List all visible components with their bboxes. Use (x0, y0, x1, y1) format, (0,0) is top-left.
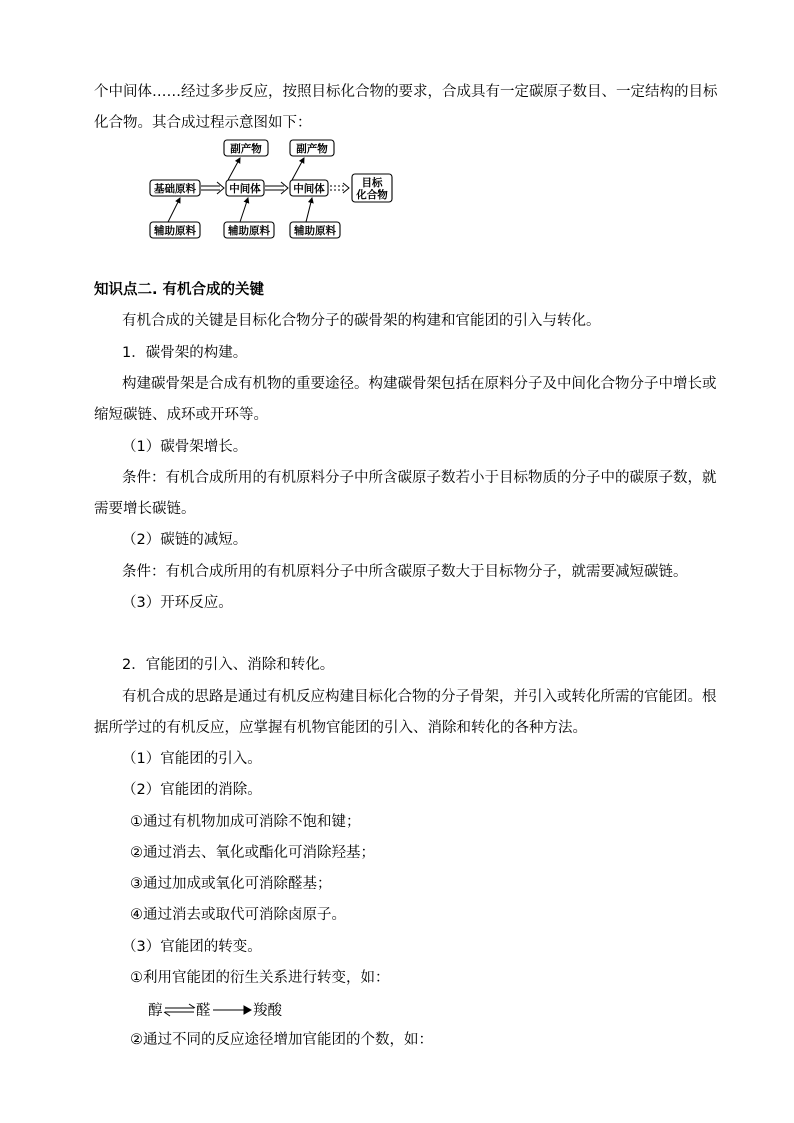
equation-aldehyde: 醛 (196, 1003, 211, 1019)
functional-elimination: （2）官能团的消除。 (122, 782, 262, 798)
byproduct-arrow-icon (228, 158, 304, 180)
subsection-3: （3）开环反应。 (122, 595, 233, 611)
conversion-item-1: ①利用官能团的衍生关系进行转变，如： (130, 970, 390, 986)
carbon-skeleton-title: 1．碳骨架的构建。 (122, 345, 248, 361)
intermediate-box-1 (226, 180, 264, 196)
target-label-line-2: 化合物 (356, 189, 388, 201)
dotted-arrow-icon (330, 183, 349, 193)
elimination-item-4: ④通过消去或取代可消除卤原子。 (130, 907, 346, 923)
condition-1-line-1: 条件：有机合成所用的有机原料分子中所含碳原子数若小于目标物质的分子中的碳原子数，就 (122, 470, 717, 486)
functional-group-text-1: 有机合成的思路是通过有机反应构建目标化合物的分子骨架，并引入或转化所需的官能团。根 (122, 689, 717, 705)
carbon-skeleton-text-1: 构建碳骨架是合成有机物的重要途径。构建碳骨架包括在原料分子及中间化合物分子中增长或 (122, 376, 717, 392)
byproduct-label-1: 副产物 (230, 143, 262, 155)
functional-group-title: 2．官能团的引入、消除和转化。 (122, 657, 335, 673)
auxiliary-arrow-icon (168, 198, 312, 222)
intermediate-label-1: 中间体 (229, 183, 261, 195)
reversible-arrow-icon (164, 1004, 195, 1016)
section-heading: 知识点二. 有机合成的关键 (94, 282, 265, 298)
target-compound-box (352, 174, 392, 202)
auxiliary-box-2 (224, 222, 274, 238)
elimination-item-2: ②通过消去、氧化或酯化可消除羟基； (130, 845, 375, 861)
base-material-label: 基础原料 (154, 183, 196, 195)
intermediate-box-2 (290, 180, 328, 196)
intro-line-2: 化合物。其合成过程示意图如下： (94, 115, 312, 131)
functional-introduction: （1）官能团的引入。 (122, 751, 262, 767)
intro-line-1: 个中间体……经过多步反应，按照目标化合物的要求，合成具有一定碳原子数目、一定结构的目标 (94, 84, 718, 100)
section-intro: 有机合成的关键是目标化合物分子的碳骨架的构建和官能团的引入与转化。 (122, 313, 601, 329)
carbon-skeleton-text-2: 缩短碳链、成环或开环等。 (94, 407, 268, 423)
conversion-item-2: ②通过不同的反应途径增加官能团的个数，如： (130, 1032, 433, 1048)
condition-1-line-2: 需要增长碳链。 (94, 501, 196, 517)
functional-group-text-2: 据所学过的有机反应，应掌握有机物官能团的引入、消除和转化的各种方法。 (94, 720, 587, 736)
target-label-line-1: 目标 (361, 177, 383, 189)
synthesis-diagram (140, 138, 410, 244)
functional-conversion: （3）官能团的转变。 (122, 939, 262, 955)
auxiliary-box-3 (290, 222, 340, 238)
auxiliary-label-3: 辅助原料 (294, 225, 336, 237)
elimination-item-3: ③通过加成或氧化可消除醛基； (130, 876, 332, 892)
byproduct-box-2 (290, 140, 334, 156)
subsection-1: （1）碳骨架增长。 (122, 439, 248, 455)
base-material-box (150, 180, 200, 196)
condition-2: 条件：有机合成所用的有机原料分子中所含碳原子数大于目标物分子，就需要减短碳链。 (122, 564, 688, 580)
auxiliary-label-1: 辅助原料 (154, 225, 196, 237)
auxiliary-box-1 (150, 222, 200, 238)
intermediate-label-2: 中间体 (293, 183, 325, 195)
equation-acid: 羧酸 (253, 1003, 282, 1019)
alcohol-aldehyde-acid-equation (148, 996, 328, 1022)
auxiliary-label-2: 辅助原料 (228, 225, 270, 237)
right-arrow-icon (213, 1006, 251, 1014)
byproduct-box-1 (224, 140, 268, 156)
elimination-item-1: ①通过有机物加成可消除不饱和键； (130, 814, 361, 830)
subsection-2: （2）碳链的减短。 (122, 532, 248, 548)
equation-alcohol: 醇 (148, 1003, 163, 1019)
byproduct-label-2: 副产物 (296, 143, 328, 155)
